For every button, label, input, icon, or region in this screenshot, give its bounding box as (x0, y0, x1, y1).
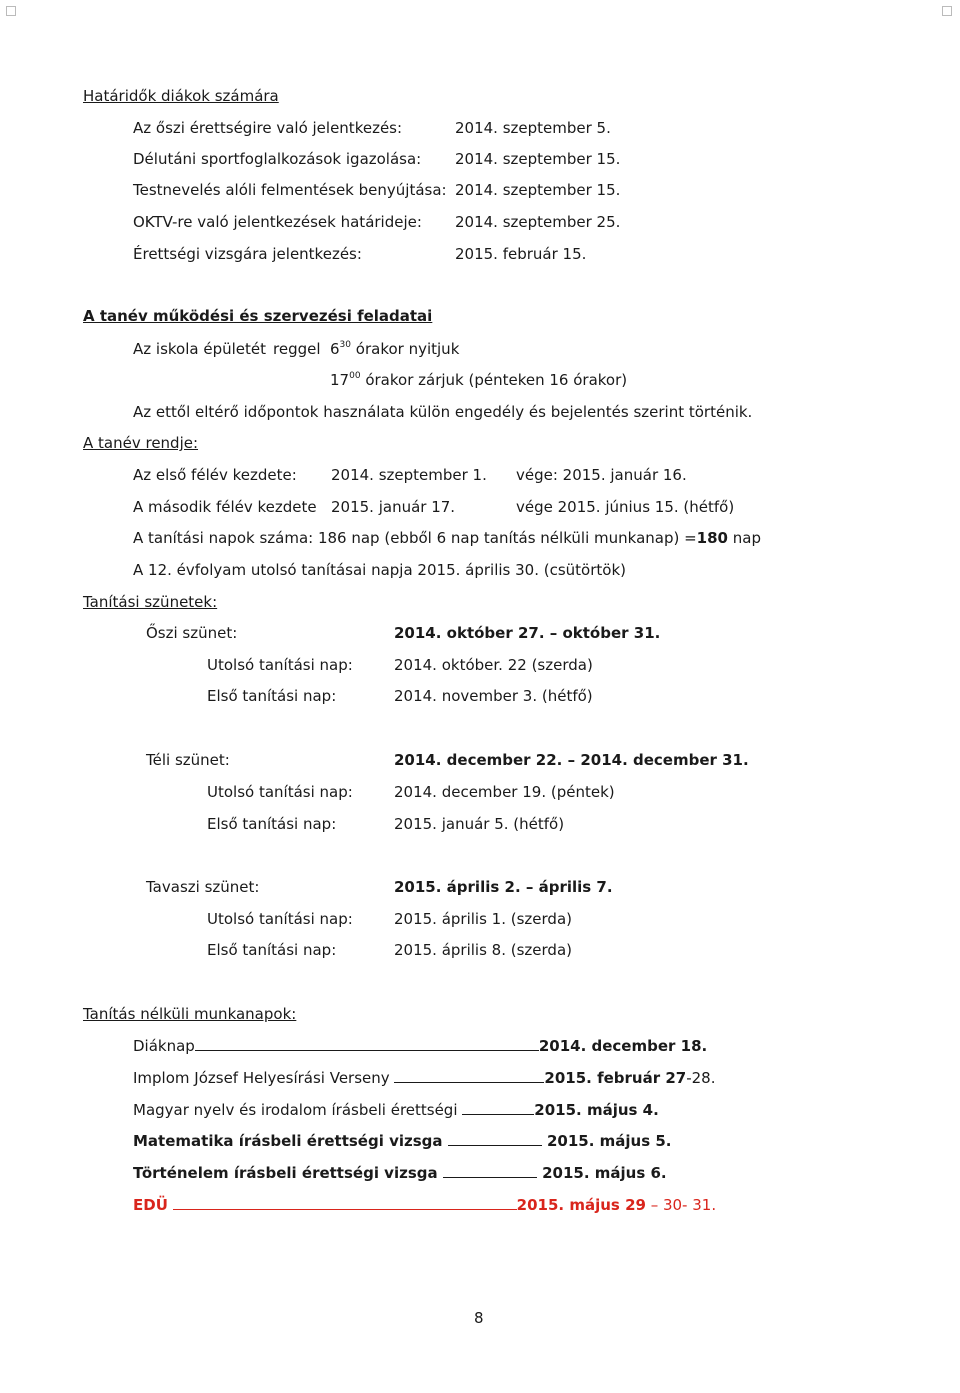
closing-hour: 17 (330, 371, 350, 389)
break-last-day: 2014. október. 22 (szerda) (394, 656, 593, 674)
break-first-day-label: Első tanítási nap: (207, 687, 337, 705)
breaks-heading: Tanítási szünetek: (83, 593, 218, 611)
break-last-day: 2014. december 19. (péntek) (394, 783, 615, 801)
break-last-day: 2015. április 1. (szerda) (394, 910, 572, 928)
opening-minute: 30 (339, 340, 351, 350)
workday-row-highlight (133, 1195, 716, 1215)
fill-line (448, 1131, 542, 1146)
teaching-days-text: A tanítási napok száma: 186 nap (ebből 6 nap tanítás nélküli munkanap) = (133, 529, 697, 547)
workday-date: 2015. február 27 (544, 1069, 687, 1087)
deadline-value: 2014. szeptember 5. (455, 119, 611, 137)
workday-row (133, 1100, 659, 1120)
teaching-days-unit: nap (727, 529, 761, 547)
page-corner-mark-right (942, 6, 952, 16)
fill-line (173, 1195, 517, 1210)
fill-line (195, 1036, 539, 1051)
fill-line (394, 1068, 544, 1083)
workday-label: Matematika írásbeli érettségi vizsga (133, 1132, 443, 1150)
closing-minute: 00 (349, 371, 361, 381)
workday-date: 2014. december 18. (538, 1037, 708, 1055)
opening-time (330, 339, 459, 359)
page-corner-mark-left (6, 6, 16, 16)
second-semester-end: vége 2015. június 15. (hétfő) (516, 498, 735, 516)
opening-label: Az iskola épületét (133, 340, 266, 358)
second-semester-label: A második félév kezdete (133, 498, 317, 516)
second-semester-start: 2015. január 17. (331, 498, 456, 516)
fill-line (462, 1100, 534, 1115)
workday-row (133, 1036, 707, 1056)
operation-heading: A tanév működési és szervezési feladatai (83, 307, 433, 325)
deadline-value: 2014. szeptember 15. (455, 150, 621, 168)
workday-row (133, 1131, 672, 1151)
closing-text: órakor zárjuk (pénteken 16 órakor) (365, 371, 628, 389)
workday-row (133, 1163, 667, 1183)
workday-label: Diáknap (133, 1037, 195, 1055)
order-heading: A tanév rendje: (83, 434, 199, 452)
first-semester-start: 2014. szeptember 1. (331, 466, 487, 484)
workdays-heading: Tanítás nélküli munkanapok: (83, 1005, 297, 1023)
break-range: 2015. április 2. – április 7. (394, 878, 613, 896)
workday-date: 2015. május 5. (541, 1132, 672, 1150)
deadline-label: OKTV-re való jelentkezések határideje: (133, 213, 422, 231)
grade12-last-day: A 12. évfolyam utolsó tanításai napja 2015. április 30. (csütörtök) (133, 561, 626, 579)
first-semester-end: vége: 2015. január 16. (516, 466, 687, 484)
break-first-day: 2015. január 5. (hétfő) (394, 815, 565, 833)
break-first-day: 2014. november 3. (hétfő) (394, 687, 593, 705)
break-last-day-label: Utolsó tanítási nap: (207, 783, 353, 801)
operation-note: Az ettől eltérő időpontok használata külön engedély és bejelentés szerint történik. (133, 403, 753, 421)
first-semester-label: Az első félév kezdete: (133, 466, 297, 484)
teaching-days-total: 180 (696, 529, 728, 547)
workday-date-extra: – 30- 31. (645, 1196, 717, 1214)
workday-row (133, 1068, 716, 1088)
break-first-day-label: Első tanítási nap: (207, 815, 337, 833)
deadline-label: Délutáni sportfoglalkozások igazolása: (133, 150, 422, 168)
break-last-day-label: Utolsó tanítási nap: (207, 910, 353, 928)
deadlines-heading: Határidők diákok számára (83, 87, 279, 105)
break-first-day-label: Első tanítási nap: (207, 941, 337, 959)
deadline-label: Érettségi vizsgára jelentkezés: (133, 245, 362, 263)
break-last-day-label: Utolsó tanítási nap: (207, 656, 353, 674)
workday-date: 2015. május 6. (536, 1164, 667, 1182)
workday-date-extra: -28. (686, 1069, 716, 1087)
break-range: 2014. december 22. – 2014. december 31. (394, 751, 749, 769)
deadline-label: Testnevelés alóli felmentések benyújtása: (133, 181, 447, 199)
workday-label: EDÜ (133, 1196, 168, 1214)
deadline-value: 2015. február 15. (455, 245, 587, 263)
deadline-value: 2014. szeptember 15. (455, 181, 621, 199)
break-name: Téli szünet: (146, 751, 230, 769)
workday-date: 2015. május 29 (516, 1196, 646, 1214)
workday-label: Magyar nyelv és irodalom írásbeli érettségi (133, 1101, 458, 1119)
workday-label: Implom József Helyesírási Verseny (133, 1069, 390, 1087)
break-name: Őszi szünet: (146, 624, 238, 642)
break-first-day: 2015. április 8. (szerda) (394, 941, 572, 959)
page-number: 8 (474, 1309, 484, 1327)
deadline-value: 2014. szeptember 25. (455, 213, 621, 231)
workday-label: Történelem írásbeli érettségi vizsga (133, 1164, 438, 1182)
workday-date: 2015. május 4. (534, 1101, 659, 1119)
deadline-label: Az őszi érettségire való jelentkezés: (133, 119, 403, 137)
opening-text: órakor nyitjuk (355, 340, 460, 358)
closing-time (330, 370, 627, 390)
break-range: 2014. október 27. – október 31. (394, 624, 661, 642)
fill-line (443, 1163, 537, 1178)
teaching-days (133, 528, 761, 548)
opening-time-label: reggel (273, 340, 321, 358)
opening-hour: 6 (330, 340, 340, 358)
break-name: Tavaszi szünet: (146, 878, 260, 896)
